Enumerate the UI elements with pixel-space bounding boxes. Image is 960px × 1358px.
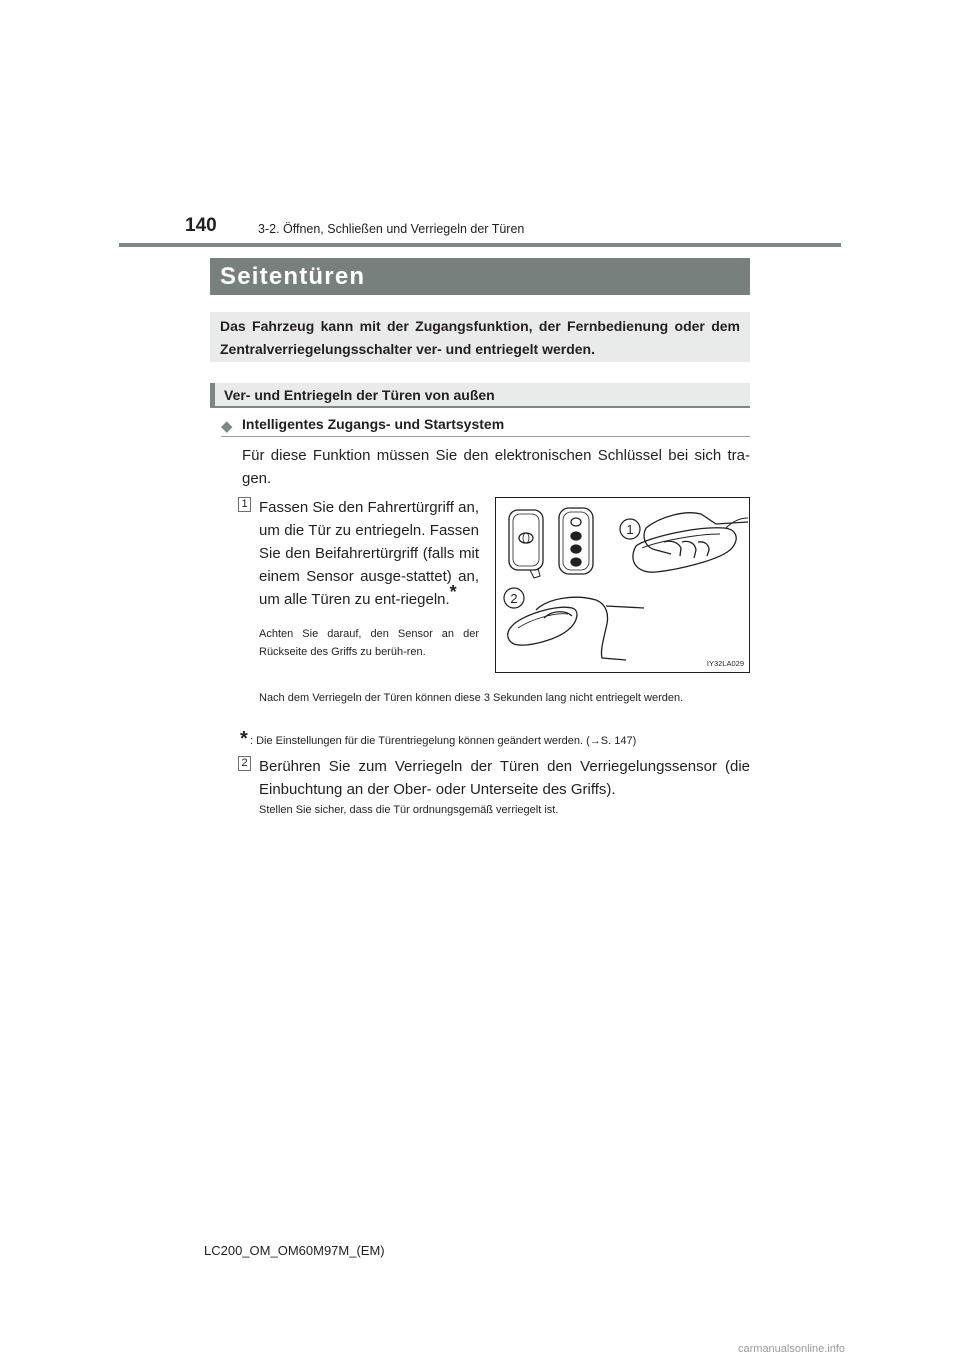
subsection-accent: [210, 383, 215, 406]
step-2-badge: 2: [238, 756, 251, 771]
feature-description: Für diese Funktion müssen Sie den elektronischen Schlüssel bei sich tra-gen.: [242, 447, 750, 487]
figure-code: IY32LA029: [706, 659, 744, 668]
footnote-mark: *: [240, 728, 248, 750]
step-2-text: Berühren Sie zum Verriegeln der Türen den Verriegelungssensor (die Einbuchtung an der Ober- oder Unterseite des Griffs).: [259, 758, 750, 798]
step-2-note: Stellen Sie sicher, dass die Tür ordnungsgemäß verriegelt ist.: [259, 804, 559, 816]
feature-rule: [221, 436, 750, 437]
page-number: 140: [185, 215, 217, 236]
footnote-text: : Die Einstellungen für die Türentriegelung können geändert werden. (→S. 147): [250, 735, 637, 747]
watermark: carmanualsonline.info: [738, 1343, 846, 1355]
step-1-note: Achten Sie darauf, den Sensor an der Rückseite des Griffs zu berüh-ren.: [259, 628, 479, 658]
step-1-after-note: Nach dem Verriegeln der Türen können diese 3 Sekunden lang nicht entriegelt werden.: [259, 692, 684, 704]
section-breadcrumb: 3-2. Öffnen, Schließen und Verriegeln der Türen: [258, 222, 525, 236]
step-1-asterisk: *: [449, 582, 457, 602]
diamond-bullet-icon: ◆: [221, 418, 233, 435]
step-1-text: [259, 496, 479, 611]
key-and-handle-illustration: [495, 497, 750, 673]
subsection-heading-bar: [210, 383, 750, 408]
document-code: LC200_OM_OM60M97M_(EM): [204, 1243, 385, 1258]
step-1-body: Fassen Sie den Fahrertürgriff an, um die Tür zu entriegeln. Fassen Sie den Beifahrertürgriff (falls mit einem Sensor ausge-stattet) an, um alle Türen zu ent-riegeln.: [259, 499, 479, 608]
figure-callout-2: 2: [510, 591, 518, 606]
illustration-drawing: [496, 498, 749, 672]
header-rule: [119, 243, 841, 247]
subsection-heading: Ver- und Entriegeln der Türen von außen: [224, 387, 495, 403]
step-1-badge: 1: [238, 497, 251, 512]
feature-heading: Intelligentes Zugangs- und Startsystem: [242, 416, 505, 432]
figure-callout-1: 1: [626, 522, 634, 537]
page-title: Seitentüren: [210, 258, 750, 295]
intro-box: Das Fahrzeug kann mit der Zugangsfunktion, der Fernbedienung oder dem Zentralverriegelungsschalter ver- und entriegelt werden.: [210, 312, 750, 362]
